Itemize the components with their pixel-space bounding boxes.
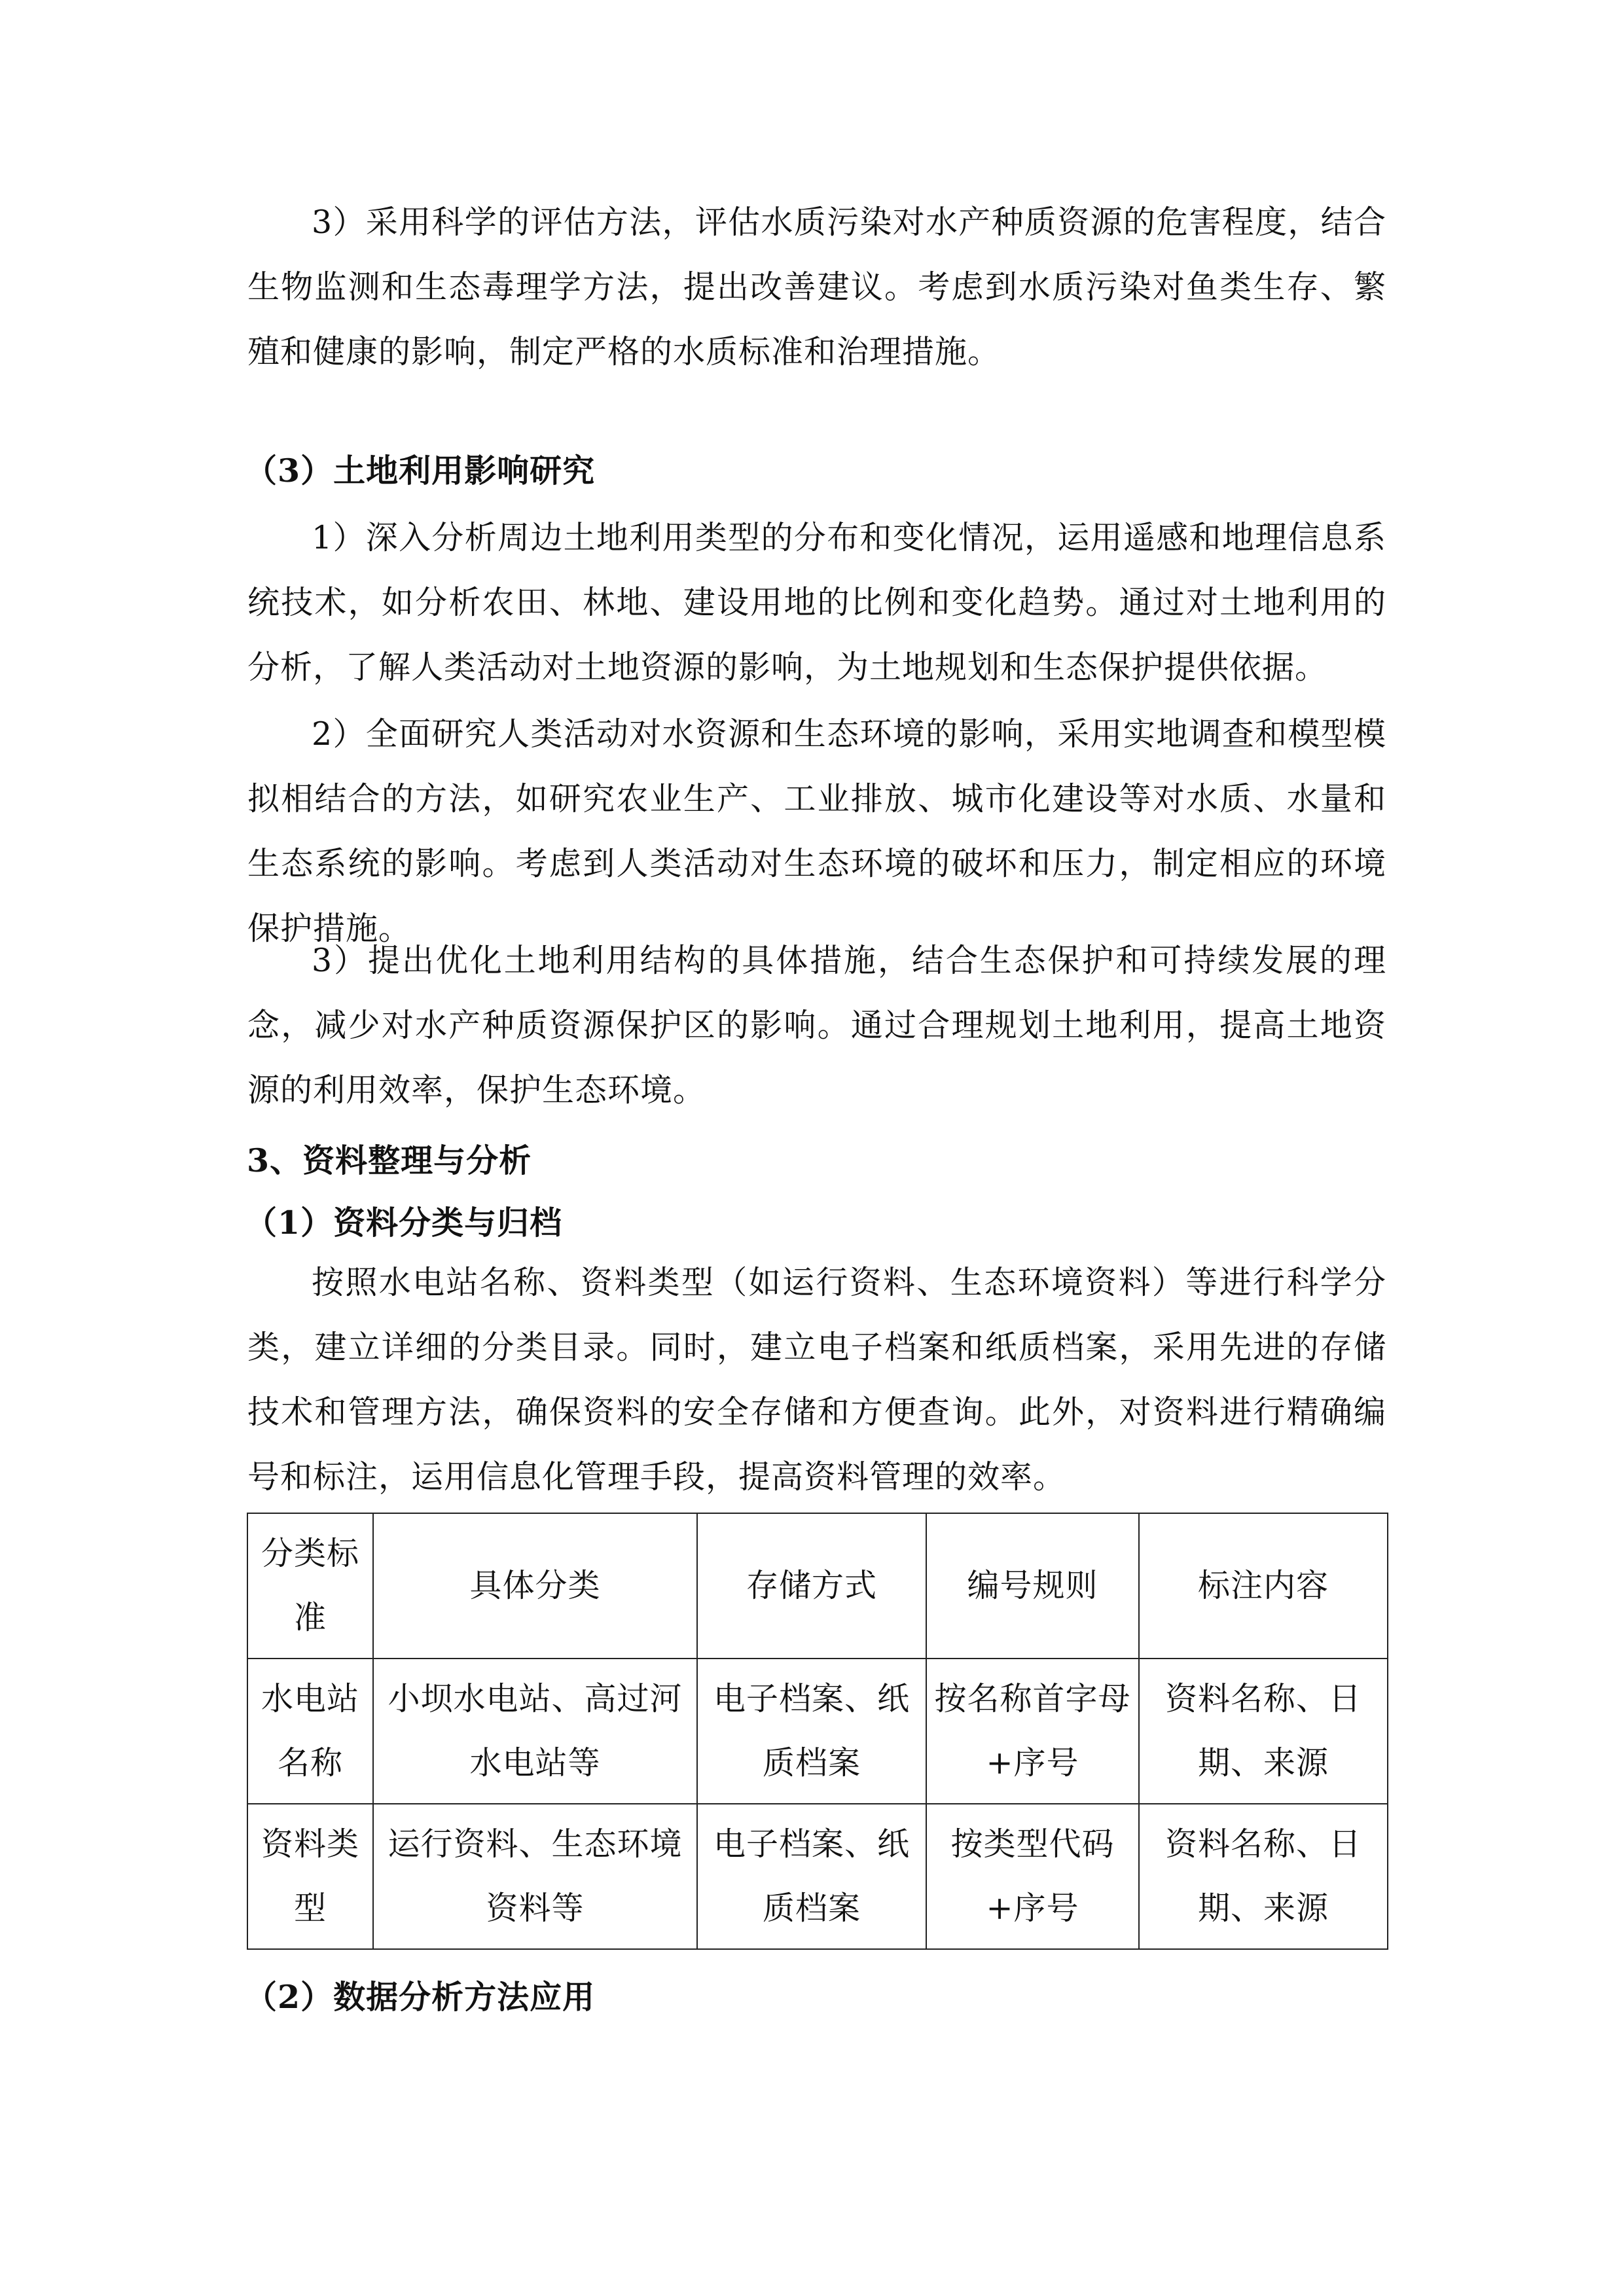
table-cell: 按名称首字母+序号 [926,1659,1139,1804]
paragraph-classification-method: 按照水电站名称、资料类型（如运行资料、生态环境资料）等进行科学分类，建立详细的分类目录。同时，建立电子档案和纸质档案，采用先进的存储技术和管理方法，确保资料的安全存储和方便查询。此外，对资料进行精确编号和标注，运用信息化管理手段，提高资料管理的效率。 [247,1264,1386,1496]
paragraph-water-quality-assessment: 3）采用科学的评估方法，评估水质污染对水产种质资源的危害程度，结合生物监测和生态毒理学方法，提出改善建议。考虑到水质污染对鱼类生存、繁殖和健康的影响，制定严格的水质标准和治理措施。 [247,204,1386,370]
classification-table [247,1513,1388,1950]
heading-data-analysis-methods: （2）数据分析方法应用 [245,1978,596,2016]
table-row [247,1659,1388,1804]
table-cell: 小坝水电站、高过河水电站等 [373,1659,697,1804]
heading-classification-archiving: （1）资料分类与归档 [245,1204,563,1242]
table-row [247,1804,1388,1949]
table-header-cell: 存储方式 [697,1513,926,1659]
table-header-cell: 编号规则 [926,1513,1139,1659]
table-cell: 运行资料、生态环境资料等 [373,1804,697,1949]
table-cell: 资料名称、日期、来源 [1139,1804,1388,1949]
table-header-cell: 具体分类 [373,1513,697,1659]
table-cell: 电子档案、纸质档案 [697,1659,926,1804]
table-header-cell: 标注内容 [1139,1513,1388,1659]
table-cell: 资料类型 [247,1804,373,1949]
table-cell: 按类型代码+序号 [926,1804,1139,1949]
heading-data-organization: 3、资料整理与分析 [247,1141,532,1179]
table-cell: 电子档案、纸质档案 [697,1804,926,1949]
heading-land-use-impact: （3）土地利用影响研究 [245,452,596,490]
table-cell: 水电站名称 [247,1659,373,1804]
table-header-row [247,1513,1388,1659]
table-cell: 资料名称、日期、来源 [1139,1659,1388,1804]
table-header-cell: 分类标准 [247,1513,373,1659]
paragraph-human-activity-impact: 2）全面研究人类活动对水资源和生态环境的影响，采用实地调查和模型模拟相结合的方法，如研究农业生产、工业排放、城市化建设等对水质、水量和生态系统的影响。考虑到人类活动对生态环境的破坏和压力，制定相应的环境保护措施。 [247,715,1386,947]
paragraph-optimize-land-use: 3）提出优化土地利用结构的具体措施，结合生态保护和可持续发展的理念，减少对水产种质资源保护区的影响。通过合理规划土地利用，提高土地资源的利用效率，保护生态环境。 [247,942,1386,1109]
paragraph-land-use-distribution: 1）深入分析周边土地利用类型的分布和变化情况，运用遥感和地理信息系统技术，如分析农田、林地、建设用地的比例和变化趋势。通过对土地利用的分析，了解人类活动对土地资源的影响，为土地规划和生态保护提供依据。 [247,519,1386,686]
